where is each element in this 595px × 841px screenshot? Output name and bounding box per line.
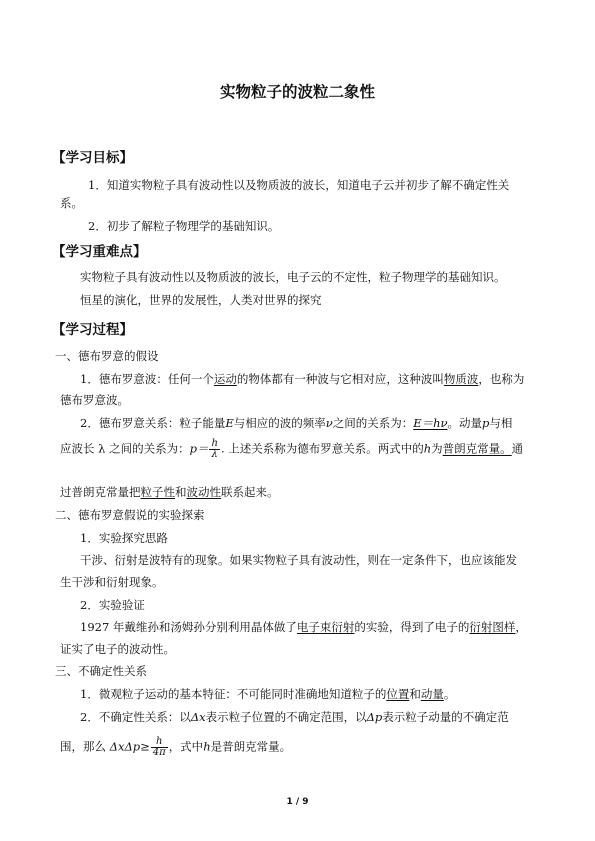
term-planck-constant: 普朗克常量。 bbox=[442, 441, 512, 456]
keypoints-line-1: 实物粒子具有波动性以及物质波的波长，电子云的不定性，粒子物理学的基础知识。 bbox=[80, 270, 506, 284]
uncertainty-feature: 1．微观粒子运动的基本特征：不可能同时准确地知道粒子的位置和动量。 bbox=[80, 687, 456, 701]
paragraph-debroglie-wave-cont: 德布罗意波。 bbox=[60, 393, 129, 407]
experiment-verify-heading: 2．实验验证 bbox=[80, 598, 145, 612]
formula-momentum: p＝ bbox=[189, 441, 209, 456]
subsection-title-1: 一、德布罗意的假设 bbox=[55, 349, 159, 363]
subsection-title-3: 三、不确定性关系 bbox=[55, 664, 147, 678]
goal-item-1: 1．知道实物粒子具有波动性以及物质波的波长，知道电子云并初步了解不确定性关 bbox=[88, 178, 510, 192]
experiment-verify-line-2: 证实了电子的波动性。 bbox=[60, 642, 175, 656]
subsection-title-2: 二、德布罗意假说的实验探索 bbox=[55, 508, 205, 522]
term-electron-diffraction: 电子束衍射 bbox=[296, 620, 355, 634]
term-matter-wave: 物质波 bbox=[443, 372, 479, 386]
paragraph-debroglie-relation: 2．德布罗意关系：粒子能量E与相应的波的频率ν之间的关系为：E＝hν。动量p与相 bbox=[80, 416, 513, 430]
formula-energy: E＝hν bbox=[413, 416, 448, 430]
goal-item-2: 2．初步了解粒子物理学的基础知识。 bbox=[88, 219, 280, 233]
term-particle-nature: 粒子性 bbox=[140, 485, 175, 499]
page-title: 实物粒子的波粒二象性 bbox=[219, 83, 375, 101]
goal-item-1-cont: 系。 bbox=[60, 196, 83, 210]
experiment-idea-line-1: 干涉、衍射是波特有的现象。如果实物粒子具有波动性，则在一定条件下，也应该能发 bbox=[80, 553, 517, 567]
paragraph-debroglie-relation-cont: 应波长 λ 之间的关系为：p＝ $\frac{h}{\lambda}$ . 上述关系称为德布罗意关系。两式中的h为普朗克常量。通 bbox=[60, 438, 524, 460]
term-position: 位置 bbox=[386, 687, 410, 701]
section-heading-process: 【学习过程】 bbox=[52, 322, 133, 338]
uncertainty-relation-cont: 围，那么 ΔxΔp≥ $\frac{h}{4\pi}$ ，式中h是普朗克常量。 bbox=[60, 736, 292, 758]
fraction-h-over-lambda: $\frac{h}{\lambda}$ bbox=[211, 438, 218, 460]
section-heading-keypoints: 【学习重难点】 bbox=[52, 244, 147, 260]
term-motion: 运动 bbox=[213, 372, 237, 386]
term-momentum: 动量 bbox=[420, 687, 444, 701]
paragraph-debroglie-wave: 1．德布罗意波：任何一个运动的物体都有一种波与它相对应，这种波叫物质波，也称为 bbox=[80, 372, 525, 386]
section-heading-goals: 【学习目标】 bbox=[52, 150, 133, 166]
experiment-idea-heading: 1．实验探究思路 bbox=[80, 531, 168, 545]
keypoints-line-2: 恒星的演化，世界的发展性，人类对世界的探究 bbox=[80, 293, 322, 307]
term-wave-nature: 波动性 bbox=[186, 485, 221, 499]
formula-uncertainty: ΔxΔp≥ bbox=[109, 739, 150, 754]
uncertainty-relation: 2．不确定性关系：以Δx表示粒子位置的不确定范围，以Δp表示粒子动量的不确定范 bbox=[80, 710, 509, 724]
experiment-idea-line-2: 生干涉和衍射现象。 bbox=[60, 575, 164, 589]
term-diffraction-pattern: 衍射图样 bbox=[469, 620, 516, 634]
experiment-verify-line-1: 1927 年戴维孙和汤姆孙分别利用晶体做了电子束衍射的实验，得到了电子的衍射图样， bbox=[80, 620, 527, 634]
paragraph-debroglie-relation-end: 过普朗克常量把粒子性和波动性联系起来。 bbox=[60, 485, 279, 499]
fraction-h-over-4pi: $\frac{h}{4\pi}$ bbox=[152, 736, 166, 758]
page-number: 1 / 9 bbox=[286, 797, 309, 807]
